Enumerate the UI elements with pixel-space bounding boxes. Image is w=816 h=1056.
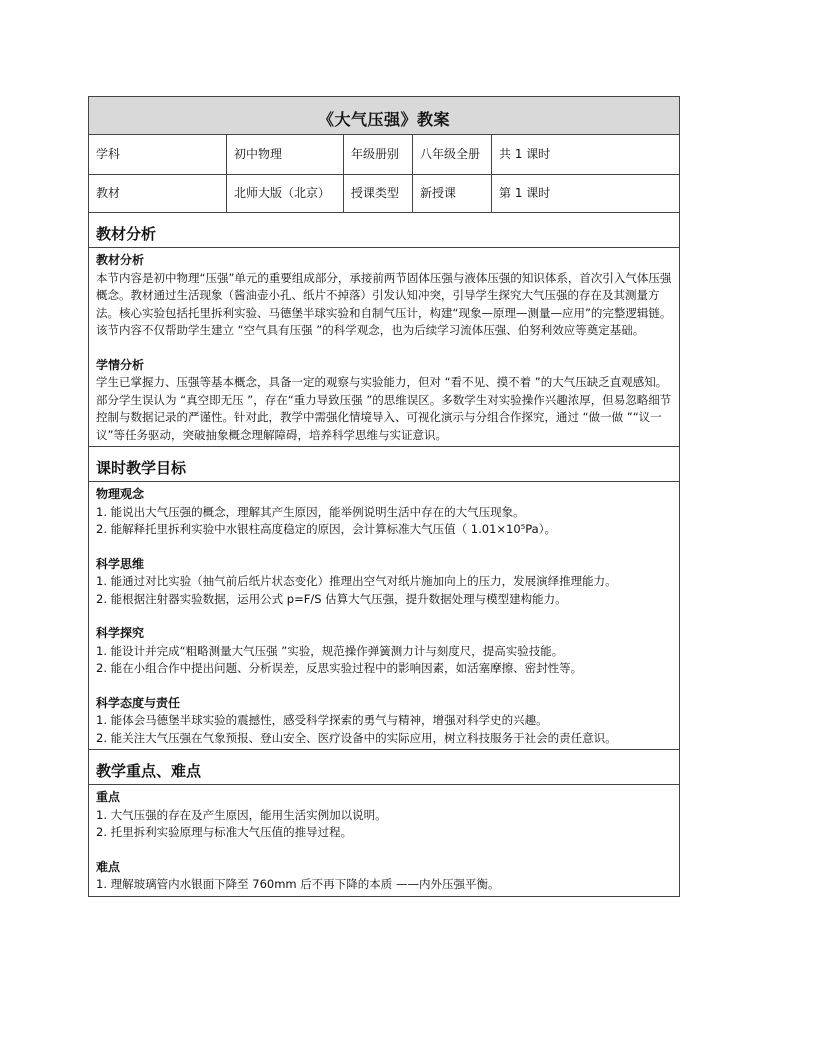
list-item: 2. 能关注大气压强在气象预报、登山安全、医疗设备中的实际应用，树立科技服务于社会的责任意识。 [96, 730, 617, 745]
info-row-1 [89, 135, 679, 175]
list-item: 1. 能说出大气压强的概念，理解其产生原因，能举例说明生活中存在的大气压现象。 [96, 504, 525, 519]
section-key-points [89, 750, 679, 896]
grade-value: 八年级全册 [413, 135, 492, 174]
textbook-label: 教材 [89, 175, 227, 212]
info-row-2 [89, 175, 679, 213]
list-item: 1. 能设计并完成“粗略测量大气压强 ”实验，规范操作弹簧测力计与刻度尺，提高实验技能。 [96, 643, 564, 658]
subheading: 教材分析 [96, 253, 145, 267]
section-heading [89, 447, 679, 482]
subheading: 难点 [96, 859, 121, 874]
subheading: 重点 [96, 790, 121, 804]
section-heading-text: 课时教学目标 [96, 459, 187, 477]
section-body [89, 248, 679, 446]
grade-label: 年级册别 [344, 135, 413, 174]
title-row [89, 97, 679, 135]
lesson-plan-table [88, 96, 680, 897]
section-heading-text: 教学重点、难点 [96, 762, 202, 780]
hours-value: 共 1 课时 [499, 147, 551, 161]
paragraph: 本节内容是初中物理“压强”单元的重要组成部分，承接前两节固体压强与液体压强的知识体系，首次引入气体压强概念。教材通过生活现象（酱油壶小孔、纸片不掉落）引发认知冲突，引导学生探究大气压强的存在及其测量方法。核心实验包括托里拆利实验、马德堡半球实验和自制气压计，构建“现象—原理—测量—应用”的完整逻辑链。该节内容不仅帮助学生建立 “空气具有压强 ”的科学观念，也为后续学习流体压强、伯努利效应等奠定基础。 [96, 270, 672, 337]
section-heading [89, 213, 679, 248]
list-item: 2. 能在小组合作中提出问题、分析误差，反思实验过程中的影响因素，如活塞摩擦、密封性等。 [96, 661, 583, 675]
section-heading-text: 教材分析 [96, 225, 157, 243]
lesson-value: 第 1 课时 [499, 186, 551, 200]
list-item: 2. 能根据注射器实验数据，运用公式 p=F/S 估算大气压强，提升数据处理与模型建构能力。 [96, 591, 567, 606]
type-label: 授课类型 [344, 175, 413, 212]
list-item: 1. 能通过对比实验（抽气前后纸片状态变化）推理出空气对纸片施加向上的压力，发展演绎推理能力。 [96, 574, 617, 588]
subheading: 科学探究 [96, 626, 145, 640]
subheading: 科学态度与责任 [96, 695, 181, 710]
list-item: 2. 托里拆利实验原理与标准大气压值的推导过程。 [96, 825, 353, 839]
subject-value: 初中物理 [227, 135, 344, 174]
type-value: 新授课 [413, 175, 492, 212]
section-body [89, 785, 679, 896]
section-textbook-analysis [89, 213, 679, 447]
subheading: 物理观念 [96, 487, 145, 501]
section-heading [89, 750, 679, 785]
paragraph: 学生已掌握力、压强等基本概念，具备一定的观察与实验能力，但对 “看不见、摸不着 ”的大气压缺乏直观感知。部分学生误认为 “真空即无压 ”，存在“重力导致压强 ”的思维误区。多数学生对实验操作兴趣浓厚，但易忽略细节控制与数据记录的严谨性。针对此，教学中需强化情境导入、可视化演示与分组合作探究，通过 “做一做 ”“议一议”等任务驱动，突破抽象概念理解障碍，培养科学思维与实证意识。 [96, 375, 672, 442]
page-title: 《大气压强》教案 [317, 110, 450, 129]
list-item: 2. 能解释托里拆利实验中水银柱高度稳定的原因，会计算标准大气压值（ 1.01×10⁵Pa）。 [96, 522, 556, 536]
textbook-value: 北师大版（北京） [227, 175, 344, 212]
section-body [89, 482, 679, 749]
subject-label: 学科 [89, 135, 227, 174]
subheading: 学情分析 [96, 357, 145, 372]
subheading: 科学思维 [96, 556, 145, 571]
list-item: 1. 能体会马德堡半球实验的震撼性，感受科学探索的勇气与精神，增强对科学史的兴趣。 [96, 713, 548, 727]
list-item: 1. 理解玻璃管内水银面下降至 760mm 后不再下降的本质 ——内外压强平衡。 [96, 877, 500, 891]
list-item: 1. 大气压强的存在及产生原因，能用生活实例加以说明。 [96, 807, 387, 822]
section-objectives [89, 447, 679, 750]
